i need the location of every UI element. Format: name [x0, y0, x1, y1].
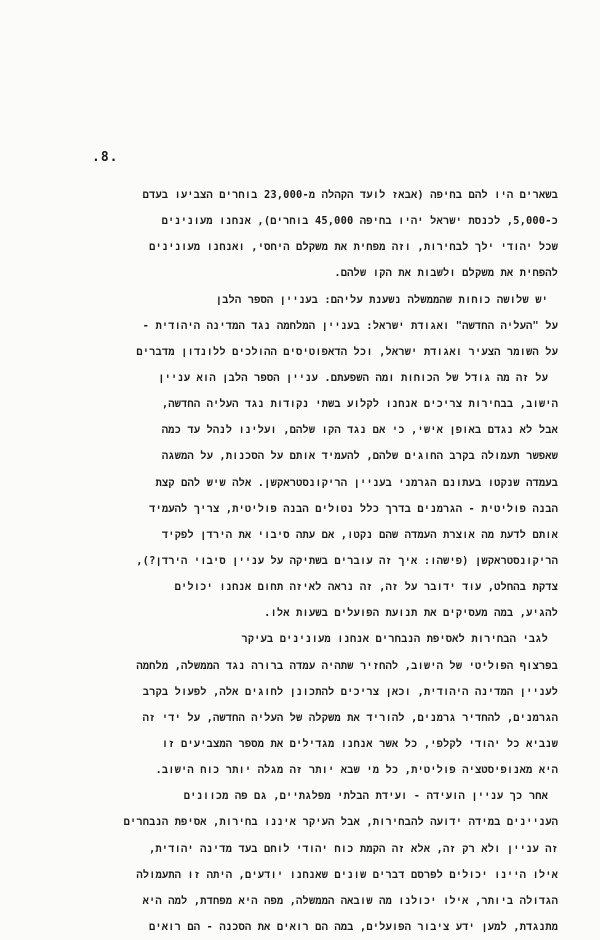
text-line: אילו היינו יכולים לפרסם דברים שונים שאנחנו יודעים, היתה זו התעמולה — [136, 868, 558, 881]
text-line: אחר כך עניין הועידה - ועידת הבלתי מפלגתיים, גם פה מכוונים — [183, 790, 548, 803]
text-line: הגדולה ביותר, אילו יכולנו מה שובאה הממשלה, מפה היא מפחדת, למה היא — [142, 894, 558, 907]
text-line: הבנה פוליטית - הגרמנים בדרך כלל נטולים הבנה פוליטית, צריך להעמיד — [149, 502, 558, 515]
text-line: לעניין המדינה היהודית, וכאן צריכים להתכונן לחוגים אלה, לפעול בקרב — [142, 685, 558, 698]
text-line: בעמדה שנקטו בעתונם הגרמני בעניין הריקונסטראקשן. אלה שיש להם קצת — [155, 476, 558, 489]
text-line: לגבי הבחירות לאסיפת הנבחרים אנחנו מעונינים בעיקר — [241, 633, 548, 646]
text-line: בשארים היו להם בחיפה (אבאז לועד הקהלה מ-23,000 בוחרים הצביעו בעדם — [142, 189, 558, 201]
text-line: שנביא כל יהודי לקלפי, כל אשר אנחנו מגדילים את מספר המצביעים זו — [161, 737, 558, 750]
text-line: שאפשר תעמולה בקרב החוגים שלהם, להעמיד אותם על הסכנות, על המשגה — [161, 450, 558, 463]
text-line: אותם לדעת מה אוצרת העמדה שהם נקטו, אם עתה סיבוי את הירדן לפקיד — [161, 528, 558, 541]
text-line: אבל לא נגדם באופן אישי, כי אם נגד הקו שלהם, ועלינו לנהל עד כמה — [161, 424, 558, 437]
text-line: שכל יהודי ילך לבחירות, וזה מפחית את משקלם היחסי, ואנחנו מעונינים — [149, 241, 558, 254]
text-line: כ-5,000, לכנסת ישראל יהיו בחיפה 45,000 בוחרים), אנחנו מעונינים — [161, 215, 558, 228]
text-line: בפרצוף הפוליטי של הישוב, להחזיר שתהיה עמדה ברורה נגד הממשלה, מלחמה — [136, 659, 558, 672]
text-line: יש שלושה כוחות שהממשלה נשענת עליהם: בעניין הספר הלבן — [215, 293, 548, 306]
text-line: להפחית את משקלם ולשבות את הקו שלהם. — [334, 267, 558, 280]
text-line: הישוב, בבחירות צריכים אנחנו לקלוע בשתי נקודות נגד העליה החדשה, — [161, 398, 558, 411]
text-line: הריקונסטראקשן (פישהו: איך זה עוברים בשתיקה על עניין סיבוי הירדן?), — [136, 554, 558, 567]
text-line: על השומר הצעיר ואגודת ישראל, וכל הדאפוטיסים ההולכים ללונדון מדברים — [136, 345, 558, 358]
text-line: להגיע, במה מעסיקים את תנועת הפועלים בשעות אלו. — [264, 607, 558, 620]
document-body — [44, 182, 558, 940]
text-line: העניינים במידה ידועה להבחירות, אבל העיקר איננו בחירות, אסיפת הנבחרים — [123, 816, 558, 829]
text-line: היא מאנופיסטציה פוליטית, כל מי שבא יותר זה מגלה יותר כוח הישוב. — [155, 764, 558, 777]
text-line: על זה מה גודל של הכוחות ומה השפעתם. עניין הספר הלבן הוא עניין — [158, 371, 548, 384]
text-line: על "העליה החדשה" ואגודת ישראל: בעניין המלחמה נגד המדינה היהודית - — [142, 319, 558, 332]
text-line: הגרמנים, להחדיר גרמנים, להוריד את משקלה של העליה החדשה, על ידי זה — [142, 711, 558, 724]
text-line: צדקת בהחלט, עוד ידובר על זה, זה נראה לאיזה תחום אנחנו יכולים — [174, 581, 558, 594]
text-line: זה עניין ולא רק זה, אלא זה הקמת כוח יהודי לוחם בעד מדינה יהודית, — [149, 842, 558, 855]
page-number: .8. — [92, 150, 119, 165]
text-line: מתנגדת, למען ידע ציבור הפועלים, במה הם רואים את הסכנה - הם רואים — [149, 920, 558, 933]
